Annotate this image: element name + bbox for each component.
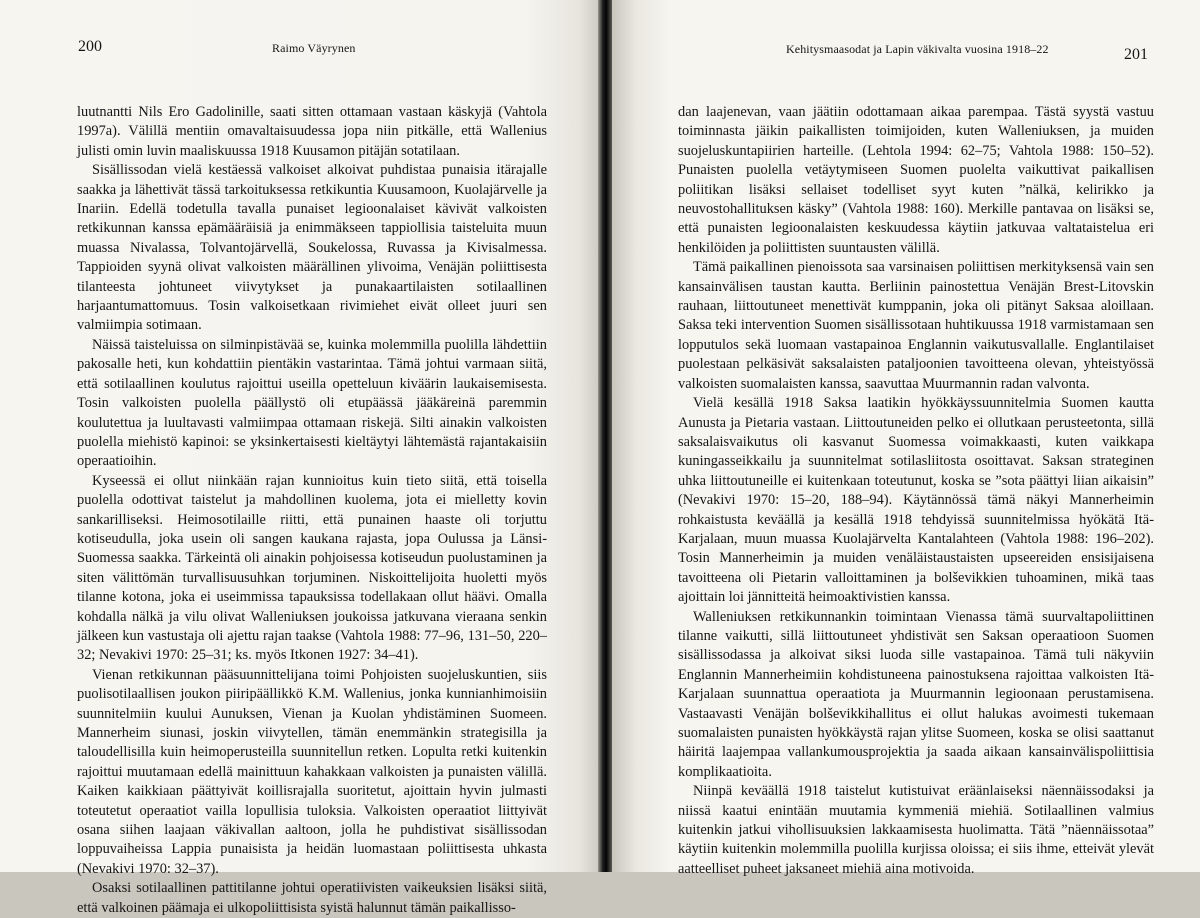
paragraph: Näissä taisteluissa on silminpistävää se, kuinka molemmilla puolilla lähdettiin pakosalle heti, kun kohdattiin pientäkin vastarintaa. Tämä johtui varmaan siitä, että sotilaallinen koulutus rajoittui useilla opetteluun kiväärin laukaisemisesta. Tosin valkoisten puolella päällystö oli etupäässä jääkäreinä paremmin koulutettua ja luultavasti valmiimpaa ottamaan riskejä. Silti ainakin valkoisten puolella miehistö kapinoi: se yksinkertaisesti kieltäytyi lähtemästä rajantakaisiin operaatioihin. xyxy=(77,336,547,470)
paragraph: Walleniuksen retkikunnankin toimintaan Vienassa tämä suurvaltapoliittinen tilanne vaikutti, sillä liittoutuneet yhdistivät sen Saksan operaatioon Suomen sisällissodassa ja alkoivat siksi luoda sille vastapainoa. Tämä tuli näkyviin Englannin Mannerheimiin kohdistuneena painostuksena rajoittaa valkoisten Itä-Karjalaan suunnattua operaatiota ja Muurmannin legioonaan perustamisena. Vastaavasti Venäjän bolševikkihallitus ei ollut halukas avoimesti tukemaan suomalaisten punaisten hyökkäystä rajan ylitse Suomeen, koska se olisi saattanut häiritä laajempaa vallankumousprojektia ja saada aikaan kansainvälispoliittisia komplikaatioita. xyxy=(678,608,1154,780)
paragraph: dan laajenevan, vaan jäätiin odottamaan aikaa parempaa. Tästä syystä vastuu toiminnasta jäikin paikallisten toimijoiden, kuten Walleniuksen, ja muiden suojeluskuntapiirien harteille. (Lehtola 1994: 62–75; Vahtola 1988: 150–52). Punaisten puolella vetäytymiseen Suomen puolelta vaikuttivat paikallisen poliitikan lisäksi sellaiset todelliset syyt kuten ”nälkä, kelirikko ja neuvostohallituksen käsky” (Vahtola 1988: 160). Merkille pantavaa on lisäksi se, että punaisten legioonalaisten keskuudessa käytiin jatkuvaa valtataistelua eri henkilöiden ja poliittisten suuntausten välillä. xyxy=(678,104,1154,256)
paragraph: luutnantti Nils Ero Gadolinille, saati sitten ottamaan vastaan käskyjä (Vahtola 1997a). Välillä mentiin omavaltaisuudessa jopa niin pitkälle, että Wallenius julisti omin luvin maaliskuussa 1918 Kuusamon pitäjän sotatilaan. xyxy=(77,104,547,159)
paragraph: Kyseessä ei ollut niinkään rajan kunnioitus kuin tieto siitä, että toisella puolella odottivat taistelut ja mahdollinen kuolema, jota ei mielletty kovin sankarilliseksi. Heimosotilaille riitti, että punainen haaste oli torjuttu kotiseudulla, joka usein oli sangen kaukana rajasta, jopa Oulussa ja Länsi-Suomessa saakka. Tärkeintä oli ainakin pohjoisessa kotiseudun puolustaminen ja siten välittömän turvallisuusuhkan torjuminen. Niskoittelijoita huoletti myös tilanne kotona, joka ei useimmissa tapauksissa todellakaan ollut häävi. Omalla kohdalla nälkä ja vilu olivat Walleniuksen joukoissa jatkuvana vieraana senkin jälkeen kun vastustaja oli ajettu rajan taakse (Vahtola 1988: 77–96, 131–50, 220–32; Nevakivi 1970: 25–31; ks. myös Itkonen 1927: 34–41). xyxy=(77,472,547,664)
paragraph: Sisällissodan vielä kestäessä valkoiset alkoivat puhdistaa punaisia itärajalle saakka ja lähettivät tässä tarkoituksessa retkikuntia Kuusamoon, Kuolajärvelle ja Inariin. Edellä todetulla tavalla punaiset legioonalaiset kävivät valkoisten retkikunnan kanssa epämääräisiä ja enimmäkseen tappiollisia taisteluita muun muassa Nivalassa, Tolvantojärvellä, Soukelossa, Ruvassa ja Kivisalmessa. Tappioiden syynä olivat valkoisten määrällinen ylivoima, Venäjän poliittisesta tilanteesta johtuneet viivytykset ja punakaartilaisten sotilaallinen harjaantumattomuus. Tosin valkoisetkaan rivimiehet eivät olleet juuri sen valmiimpia sotimaan. xyxy=(77,162,547,334)
book-gutter xyxy=(598,0,612,872)
paragraph: Osaksi sotilaallinen pattitilanne johtui operatiivisten vaikeuksien lisäksi siitä, että valkoinen päämaja ei ulkopoliittisista syistä halunnut tämän paikallisso- xyxy=(77,880,547,916)
left-running-head: Raimo Väyrynen xyxy=(272,41,356,55)
left-page xyxy=(0,0,598,916)
right-text-block xyxy=(678,103,1154,879)
paragraph: Vienan retkikunnan pääsuunnittelijana toimi Pohjoisten suojeluskuntien, siis puolisotilaallisen joukon piiripäällikkö K.M. Wallenius, jonka kunnianhimoisiin suunnitelmiin kuului Aunuksen, Vienan ja Kuolan yhdistäminen Suomeen. Mannerheim siunasi, joskin viivytellen, tämän enemmänkin strategisilla ja taloudellisilla kuin heimoperusteilla suunnitellun retken. Lopulta retki kuitenkin rajoittui muutamaan edellä mainittuun kahakkaan valkoisten ja punaisten välillä. Kaiken kaikkiaan päättyivät koillisrajalla suoritetut, ajoittain hyvin julmasti toteutetut operaatiot vailla lopullisia tuloksia. Valkoisten operaatiot liittyivät osana siihen laajaan väkivallan aaltoon, jolla he puhdistivat sisällissodan loppuvaiheissa Lappia punaisista ja heidän luomastaan poliittisesta uhkasta (Nevakivi 1970: 32–37). xyxy=(77,666,547,877)
right-running-head: Kehitysmaasodat ja Lapin väkivalta vuosina 1918–22 xyxy=(786,42,1049,56)
paragraph: Niinpä keväällä 1918 taistelut kutistuivat eräänlaiseksi näennäissodaksi ja niissä kaatui enintään muutamia kymmeniä miehiä. Sotilaallinen valmius kuitenkin jatkui vihollisuuksien lakkaamisesta huolimatta. Tätä ”näennäissotaa” käytiin kuitenkin molemmilla puolilla kurjissa oloissa; ei siis ihme, etteivät ylevät aatteelliset puheet jaksaneet miehiä aina motivoida. xyxy=(678,783,1154,877)
right-page-number: 201 xyxy=(1124,46,1148,63)
left-page-number: 200 xyxy=(78,38,102,55)
paragraph: Tämä paikallinen pienoissota saa varsinaisen poliittisen merkityksensä vain sen kansainvälisen taustan kautta. Berliinin painostettua Venäjän Brest-Litovskin rauhaan, liittoutuneet menettivät kumppanin, joka oli pitänyt Saksaa aloillaan. Saksa teki intervention Suomen sisällissotaan huhtikuussa 1918 varmistamaan sen lopputulos sekä luomaan vastapainoa Englannin vaikutusvallalle. Englantilaiset puolestaan pelkäsivät saksalaisten pataljoonien tavoitteena olevan, yhteistyössä valkoisten suomalaisten kanssa, saavuttaa Muurmannin radan valvonta. xyxy=(678,259,1154,392)
paragraph: Vielä kesällä 1918 Saksa laatikin hyökkäyssuunnitelmia Suomen kautta Aunusta ja Pietaria vastaan. Liittoutuneiden pelko ei ollutkaan perusteetonta, sillä saksalaisvaikutus oli kasvanut Suomessa voimakkaasti, kuten vaikkapa kuningasseikkailu ja suunnitelmat sotilasliitosta osoittavat. Saksan strateginen uhka liittoutuneille ei kuitenkaan toteutunut, koska se ”sota päättyi liian aikaisin” (Nevakivi 1970: 15–20, 188–94). Käytännössä tämä näkyi Mannerheimin rohkaistusta keväällä ja kesällä 1918 tehdyissä suunnitelmissa hyökätä Itä-Karjalaan, muun muassa Kuolajärvelta Kantalahteen (Vahtola 1988: 196–202). Tosin Mannerheimin ja muiden venäläistaustaisten upseereiden ensisijaisena tavoitteena oli Pietarin valloittaminen ja bolševikkien tuhoaminen, mikä taas ajoittain loi jännitteitä heimoaktivistien kanssa. xyxy=(678,395,1154,606)
right-page xyxy=(612,0,1200,877)
left-text-block xyxy=(77,103,547,918)
